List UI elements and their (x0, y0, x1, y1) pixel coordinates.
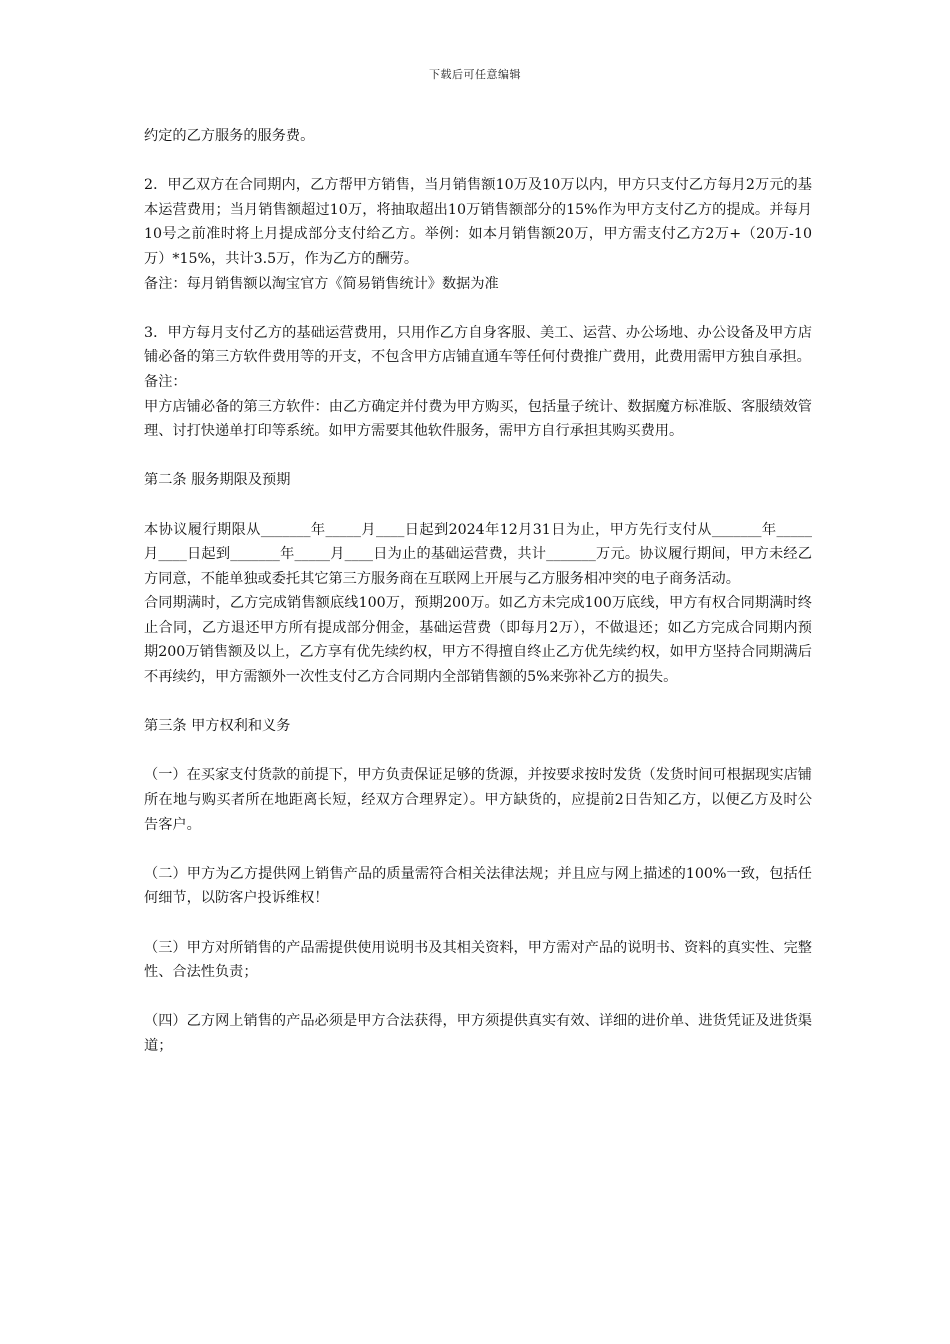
page-header: 下载后可任意编辑 (429, 68, 521, 81)
paragraph-gap (144, 837, 812, 862)
paragraph-item-3: （三）甲方对所销售的产品需提供使用说明书及其相关资料，甲方需对产品的说明书、资料的真实性、完整性、合法性负责； (144, 939, 812, 981)
paragraph-gap (144, 444, 812, 469)
paragraph-note-label: 备注： (144, 373, 187, 390)
paragraph-gap (144, 149, 812, 174)
paragraph-clause-2: 2．甲乙双方在合同期内，乙方帮甲方销售，当月销售额10万及10万以内，甲方只支付乙方每月2万元的基本运营费用；当月销售额超过10万，将抽取超出10万销售额部分的15%作为甲方支付乙方的提成。并每月10号之前准时将上月提成部分支付给乙方。举例：如本月销售额20万，甲方需支付乙方2万+（20万-10万）*15%，共计3.5万，作为乙方的酬劳。 (144, 177, 812, 267)
paragraph-gap (144, 296, 812, 321)
document-body (144, 124, 812, 1059)
paragraph-clause-3: 3．甲方每月支付乙方的基础运营费用，只用作乙方自身客服、美工、运营、办公场地、办公设备及甲方店铺必备的第三方软件费用等的开支，不包含甲方店铺直通车等任何付费推广费用，此费用需甲方独自承担。 (144, 324, 812, 366)
paragraph-software-note: 甲方店铺必备的第三方软件：由乙方确定并付费为甲方购买，包括量子统计、数据魔方标准版、客服绩效管理、讨打快递单打印等系统。如甲方需要其他软件服务，需甲方自行承担其购买费用。 (144, 398, 812, 440)
paragraph-gap (144, 493, 812, 518)
paragraph-term: 本协议履行期限从_______年_____月____日起到2024年12月31日为止，甲方先行支付从_______年_____月____日起到_______年_____月____日为止的基础运营费，共计_______万元。协议履行期间，甲方未经乙方同意，不能单独或委托其它第三方服务商在互联网上开展与乙方服务相冲突的电子商务活动。 (144, 521, 812, 587)
paragraph-item-4: （四）乙方网上销售的产品必须是甲方合法获得，甲方须提供真实有效、详细的进价单、进货凭证及进货渠道； (144, 1013, 812, 1054)
paragraph-item-1: （一）在买家支付货款的前提下，甲方负责保证足够的货源，并按要求按时发货（发货时间可根据现实店铺所在地与购买者所在地距离长短，经双方合理界定）。甲方缺货的，应提前2日告知乙方，以便乙方及时公告客户。 (144, 767, 812, 833)
section-heading-article-2: 第二条 服务期限及预期 (144, 472, 291, 489)
section-heading-article-3: 第三条 甲方权利和义务 (144, 718, 291, 735)
paragraph-gap (144, 985, 812, 1010)
paragraph-gap (144, 690, 812, 715)
paragraph-gap (144, 911, 812, 936)
paragraph-expiry: 合同期满时，乙方完成销售额底线100万，预期200万。如乙方未完成100万底线，甲方有权合同期满时终止合同，乙方退还甲方所有提成部分佣金，基础运营费（即每月2万），不做退还；如乙方完成合同期内预期200万销售额及以上，乙方享有优先续约权，甲方不得擅自终止乙方优先续约权，如甲方坚持合同期满后不再续约，甲方需额外一次性支付乙方合同期内全部销售额的5%来弥补乙方的损失。 (144, 595, 812, 686)
paragraph-gap (144, 739, 812, 764)
paragraph-fee-tail: 约定的乙方服务的服务费。 (144, 128, 315, 144)
paragraph-item-2: （二）甲方为乙方提供网上销售产品的质量需符合相关法律法规；并且应与网上描述的100%一致，包括任何细节，以防客户投诉维权！ (144, 865, 812, 907)
paragraph-note-sales: 备注：每月销售额以淘宝官方《简易销售统计》数据为准 (144, 275, 499, 292)
